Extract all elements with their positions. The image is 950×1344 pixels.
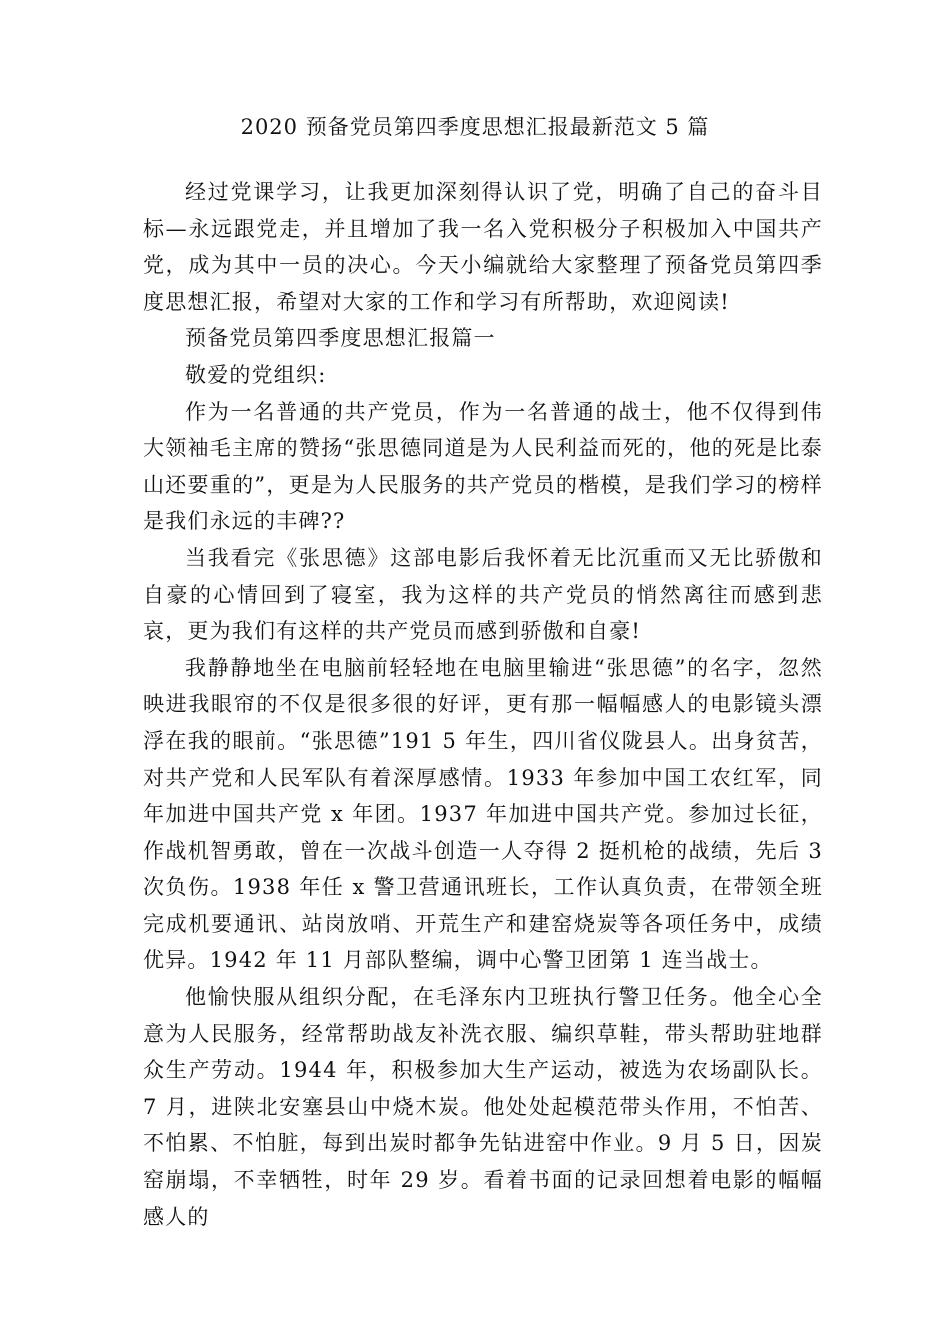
- section-heading: 预备党员第四季度思想汇报篇一: [185, 326, 496, 351]
- paragraph: 当我看完《张思德》这部电影后我怀着无比沉重而又无比骄傲和自豪的心情回到了寝室，我为这样的共产党员的悄然离往而感到悲哀，更为我们有这样的共产党员而感到骄傲和自豪!: [143, 545, 823, 644]
- document-title: 2020 预备党员第四季度思想汇报最新范文 5 篇: [240, 115, 710, 139]
- salutation: 敬爱的党组织:: [185, 362, 327, 387]
- document-body: [143, 174, 823, 1235]
- paragraph: 我静静地坐在电脑前轻轻地在电脑里输进“张思德”的名字，忽然映进我眼帘的不仅是很多很的好评，更有那一幅幅感人的电影镜头漂浮在我的眼前。“张思德”191 5 年生，四川省仪陇县人。出身贫苦，对共产党和人民军队有着深厚感情。1933 年参加中国工农红军，同年加进中国共产党 x 年团。1937 年加进中国共产党。参加过长征，作战机智勇敢，曾在一次战斗创造一人夺得 2 挺机枪的战绩，先后 3 次负伤。1938 年任 x 警卫营通讯班长，工作认真负责，在带领全班完成机要通讯、站岗放哨、开荒生产和建窑烧炭等各项任务中，成绩优异。1942 年 11 月部队整编，调中心警卫团第 1 连当战士。: [143, 655, 823, 973]
- paragraph: 作为一名普通的共产党员，作为一名普通的战士，他不仅得到伟大领袖毛主席的赞扬“张思德同道是为人民利益而死的，他的死是比泰山还要重的”，更是为人民服务的共产党员的楷模，是我们学习的榜样是我们永远的丰碑??: [143, 399, 823, 534]
- paragraph: 他愉快服从组织分配，在毛泽东内卫班执行警卫任务。他全心全意为人民服务，经常帮助战友补洗衣服、编织草鞋，带头帮助驻地群众生产劳动。1944 年，积极参加大生产运动，被选为农场副队长。7 月，进陕北安塞县山中烧木炭。他处处起模范带头作用，不怕苦、不怕累、不怕脏，每到出炭时都争先钻进窑中作业。9 月 5 日，因炭窑崩塌，不幸牺牲，时年 29 岁。看着书面的记录回想着电影的幅幅感人的: [143, 985, 823, 1229]
- paragraph-intro: 经过党课学习，让我更加深刻得认识了党，明确了自己的奋斗目标—永远跟党走，并且增加了我一名入党积极分子积极加入中国共产党，成为其中一员的决心。今天小编就给大家整理了预备党员第四季度思想汇报，希望对大家的工作和学习有所帮助，欢迎阅读!: [143, 180, 823, 314]
